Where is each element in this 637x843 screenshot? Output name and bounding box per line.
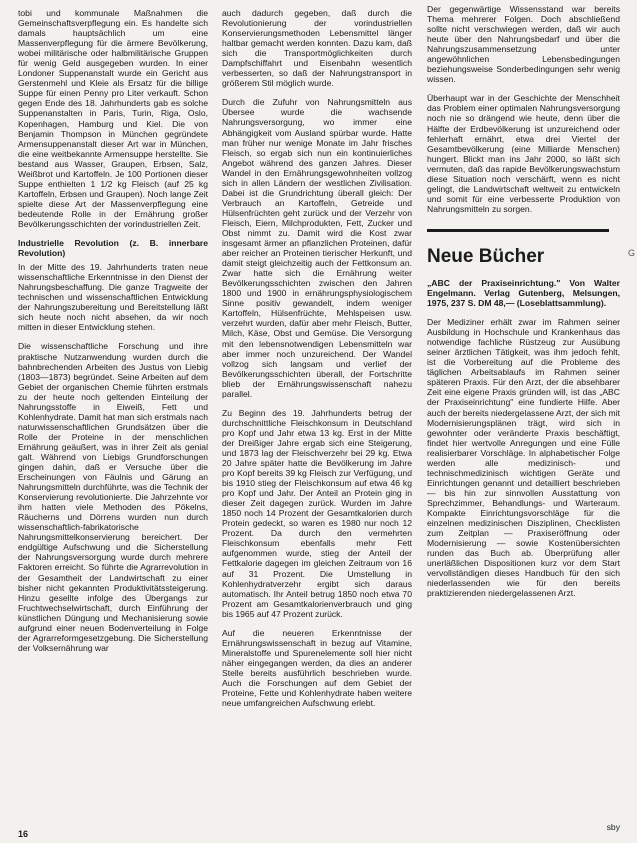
page-number: 16: [18, 829, 29, 839]
paragraph: Die wissenschaftliche Forschung und ihre praktische Nutzanwendung wurden durch die bahnbrechenden Arbeiten des Justus von Liebig (1803—1873) begründet. Seine Arbeiten auf dem Gebiet der organischen Chemie führten erstmals zu der heute noch geltenden Einteilung der Nahrungsstoffe in Eiweiß, Fett und Kohlenhydrate. Damit hat man sich erstmals nach naturwissenschaftlichen Grundsätzen über die Rolle der Proteine in der menschlichen Ernährung geäußert, was in ihrer Zeit als genial galt. Während von Liebigs Grundforschungen gingen dahin, daß er Versuche über die Erscheinungen von Fäulnis und Gärung an Nahrungsmitteln durchführte, was die Technik der Konservierung revolutionierte. Die Jahrzehnte vor ihm hatten viele Methoden des Pökelns, Räucherns und Dörrens wurden nun durch wissenschaftlich-fabrikatorische Nahrungsmittelkonservierung bereichert. Der endgültige Aufschwung und die Sicherstellung der Nahrungsversorgung wurde durch mehrere Faktoren erreicht. So führte die Agrarrevolution in der Gesamtheit der Landwirtschaft zu einer bisher nicht gekannten Produktivitätssteigerung. Hinzu gesellte infolge des Übergangs zur Fruchtwechselwirtschaft, durch Einführung der künstlichen Düngung und Mechanisierung sowie aufgrund einer neuen Bodenverteilung in Folge der Agrarreformgesetzgebung. Die Sicherstellung der Volksernährung war: [18, 341, 208, 653]
paragraph: tobi und kommunale Maßnahmen die Gemeinschaftsverpflegung ein. Es handelte sich damals hauptsächlich um eine Massenverpflegung für die ärmere Bevölkerung, wobei militärische oder halbmilitärische Gruppen für wenig Geld ausgegeben wurden. In einer Londoner Suppenanstalt wurde ein Gericht aus Gerstenmehl und Kleie als Ersatz für die billige Suppe für einen Penny pro Liter verkauft. Schon gegen Ende des 18. Jahrhunderts gab es solche Suppenanstalten in Paris, Turin, Riga, Oslo, Kopenhagen, Hamburg und Kiel. Die von Benjamin Thompson in München gegründete Armensuppenanstalt dieser Art war in München, die eine weitbekannte Armensuppe herstellte. Sie bestand aus Wasser, Graupen, Erbsen, Salz, Weißbrot und Kartoffeln. Je 100 Portionen dieser Suppe enthielten 1 1/2 kg Fleisch (auf 25 kg Kartoffeln, Erbsen und Graupen). Noch lange Zeit spielte diese Art der Massenverpflegung eine bedeutende Rolle in der Ernährung großer Bevölkerungsschichten der vorindustriellen Zeit.: [18, 8, 208, 229]
paragraph: Auf die neueren Erkenntnisse der Ernährungswissenschaft in bezug auf Vitamine, Mineralstoffe und Spurenelemente soll hier nicht näher eingegangen werden, da dies an anderer Stelle bereits ausführlich beschrieben wurde. Auch die Forschungen auf dem Gebiet der Proteine, Fette und Kohlenhydrate haben weitere neue umfangreichen Aufschwung erlebt.: [222, 627, 412, 709]
paragraph: Durch die Zufuhr von Nahrungsmitteln aus Übersee wurde die wachsende Nahrungsversorgung, wo immer eine Abhängigkeit vom Ausland spürbar wurde. Hatte man früher nur wenige Monate im Jahr frisches Fleisch, so ergab sich nun ein kontinuierliches Angebot während des ganzen Jahres. Dieser Wandel in den Ernährungsgewohnheiten vollzog sich in allen Ländern der westlichen Zivilisation. Dabei ist die Grundrichtung überall gleich: Der Verbrauch an Kartoffeln, Getreide und Hülsenfrüchten geht zurück und der Verzehr von Fleisch, Eiern, Milchprodukten, Fett, Zucker und Obst nimmt zu. Damit wird die Kost zwar insgesamt ärmer an pflanzlichen Proteinen, dafür aber reicher an Proteinen tierischer Herkunft, und damit steigt gleichzeitig auch der Fettkonsum an. Zwar hatte sich die Ernährung weiter Bevölkerungsschichten zwischen den Jahren 1800 und 1900 in ernährungsphysiologischem Sinne positiv gewandelt, indem weniger Kartoffeln, Hülsenfrüchte, Mehlspeisen usw. verzehrt wurden, dafür aber mehr Fleisch, Butter, Milch, Käse, Obst und Gemüse. Die Versorgung mit den lebensnotwendigen Lebensmitteln war aber immer noch unzureichend. Der Wandel vollzog sich langsam und verlief der Bevölkerungsschichten überall, der Fortschritte blieb der Ernährungswissenschaft nahezu parallel.: [222, 97, 412, 399]
subheading: Industrielle Revolution (z. B. innerbare Revolution): [18, 238, 208, 259]
book-reference: „ABC der Praxiseinrichtung." Von Walter Engelmann. Verlag Gutenberg, Melsungen, 1975, 237 S. DM 48,— (Loseblattsammlung).: [427, 277, 620, 309]
paragraph: Der gegenwärtige Wissensstand war bereits Thema mehrerer Folgen. Doch abschließend sollte nicht verschwiegen werden, daß wir auch heute über den Nahrungsbedarf und über die Nahrungszusammensetzung unter angewöhnlichen Lebensbedingungen beziehungsweise Sonderbedingungen sehr wenig wissen.: [427, 4, 620, 85]
paragraph: Überhaupt war in der Geschichte der Menschheit das Problem einer optimalen Nahrungsversorgung noch nie so drängend wie heute, denn über die Hälfte der Erdbevölkerung ist unzureichend oder fehlerhaft ernährt, etwa drei Viertel der Gesamtbevölkerung (eine Milliarde Menschen) hungert. Blickt man ins Jahr 2000, so läßt sich vermuten, daß das rapide Bevölkerungswachstum diese Situation noch verschärft, wenn es nicht gelingt, die Landwirtschaft weltweit zu entwickeln und somit für eine verbesserte Produktion von Nahrungsmitteln zu sorgen.: [427, 93, 620, 214]
edge-mark: G: [627, 248, 635, 258]
text-column-2: [222, 8, 412, 834]
review-signature: sby: [606, 821, 620, 832]
book-review: Der Mediziner erhält zwar im Rahmen seiner Ausbildung in Hochschule und Krankenhaus das notwendige fachliche Rüstzeug zur Ausübung seiner ärztlichen Tätigkeit, was ihm jedoch fehlt, ist die Vorbereitung auf die Probleme des täglichen Arbeitsablaufs im Rahmen seiner späteren Praxis. Für den Arzt, der die absehbarer Zeit eine eigene Praxis gründen will, ist das „ABC der Praxiseinrichtung" eine fundierte Hilfe. Aber auch der bereits niedergelassene Arzt, der sich mit Modernisierungsplänen trägt, wird sich in gewohnter oder veränderte Praxis beschäftigt, findet hier wertvolle Anregungen und eine Fülle realisierbarer Vorschläge. In alphabetischer Folge werden alle medizinisch- und technischmedizinisch wichtigen Geräte und Einrichtungen genannt und detailliert beschrieben — bis hin zur sinnvollen Ausstattung von Sprechzimmer, Behandlungs- und Warteraum. Kompakte Einrichtungsvorschläge für die einzelnen medizinischen Disziplinen, Checklisten zum Zeitplan — Praxiseröffnung oder Modernisierung — sowie Kostenübersichten runden das Buch ab. Überprüfung aller unerläßlichen Dispositionen kurz vor dem Start vervollständigen dieses Handbuch für den sich niederlassenden wie für den bereits praktizierenden niedergelassenen Arzt.: [427, 317, 620, 599]
text-column-3: [427, 4, 620, 834]
section-title: Neue Bücher: [427, 245, 545, 267]
paragraph: In der Mitte des 19. Jahrhunderts traten neue wissenschaftliche Erkenntnisse in den Dienst der Nahrungsbeschaffung. Die ganze Tragweite der technischen und wissenschaftlichen Entwicklung der Nahrungszubereitung und Bereitstellung läßt sich heute noch nicht absehen, da wir noch mitten in dieser Entwicklung stehen.: [18, 262, 208, 333]
text-column-1: [18, 8, 208, 822]
paragraph: Zu Beginn des 19. Jahrhunderts betrug der durchschnittliche Fleischkonsum in Deutschland pro Kopf und Jahr etwa 13 kg. Erst in der Mitte der Dreißiger Jahre ergab sich eine Steigerung, und 1873 lag der Fleischverzehr bei 29 kg. Etwa 20 Jahre später hatte die Bevölkerung im Jahre pro Kopf bereits 39 kg Fleisch zur Verfügung, und bis 1910 stieg der Fleischkonsum auf etwa 46 kg pro Kopf und Jahr. Der Anteil an Protein ging in dieser Zeit dagegen zurück. Wurden im Jahre 1850 noch 14 Prozent der Gesamtkalorien durch Protein gedeckt, so waren es 1980 nur noch 12 Prozent. Da durch den vermehrten Fleischkonsum ebenfalls mehr Fett aufgenommen wurde, stieg der Anteil der Fettkalorie dagegen im gleichen Zeitraum von 16 auf 31 Prozent. Die Umstellung in Kohlenhydratverzehr ergibt sich daraus automatisch. Ihr Anteil betrug 1850 noch etwa 70 Prozent am Gesamtkalorienverbrauch und ging bis 1965 auf 47 Prozent zurück.: [222, 407, 412, 619]
paragraph: auch dadurch gegeben, daß durch die Revolutionierung der vorindustriellen Konservierungsmethoden Lebensmittel länger haltbar gemacht werden konnten. Dazu kam, daß sich die Transportmöglichkeiten durch Dampfschiffahrt und Eisenbahn wesentlich verbesserten, so daß der Nahrungstransport in größerem Stil möglich wurde.: [222, 8, 412, 89]
section-divider: [427, 229, 609, 232]
